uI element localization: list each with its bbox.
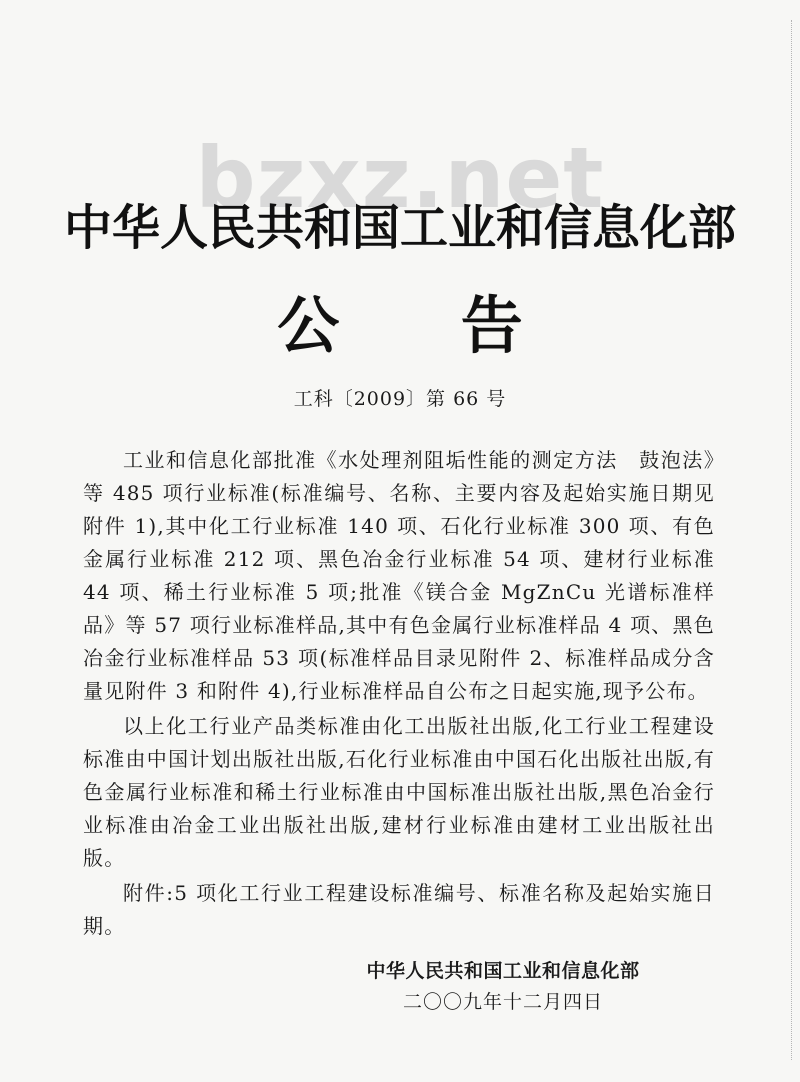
paragraph-approval: 工业和信息化部批准《水处理剂阻垢性能的测定方法 鼓泡法》等 485 项行业标准(标准编号、名称、主要内容及起始实施日期见附件 1),其中化工行业标准 140 项、石化行业标准 300 项、有色金属行业标准 212 项、黑色冶金行业标准 54 项、建材行业标准 44 项、稀土行业标准 5 项;批准《镁合金 MgZnCu 光谱标准样品》等 57 项行业标准样品,其中有色金属行业标准样品 4 项、黑色冶金行业标准样品 53 项(标准样品目录见附件 2、标准样品成分含量见附件 3 和附件 4),行业标准样品自公布之日起实施,现予公布。	[83, 448, 715, 703]
paragraph-publishers: 以上化工行业产品类标准由化工出版社出版,化工行业工程建设标准由中国计划出版社出版,石化行业标准由中国石化出版社出版,有色金属行业标准和稀土行业标准由中国标准出版社出版,黑色冶金行业标准由冶金工业出版社出版,建材行业标准由建材工业出版社出版。	[83, 714, 715, 870]
ministry-title: 中华人民共和国工业和信息化部	[63, 200, 736, 256]
document-number: 工科〔2009〕第 66 号	[293, 388, 507, 410]
signature-block	[348, 956, 658, 1018]
signature-organization: 中华人民共和国工业和信息化部	[366, 960, 640, 982]
document-type-heading: 公 告	[277, 289, 523, 362]
announcement-body	[83, 444, 715, 945]
watermark: bzxz.net	[195, 129, 605, 227]
signature-date: 二〇〇九年十二月四日	[402, 991, 603, 1013]
paragraph-attachment: 附件:5 项化工行业工程建设标准编号、标准名称及起始实施日期。	[83, 881, 715, 938]
